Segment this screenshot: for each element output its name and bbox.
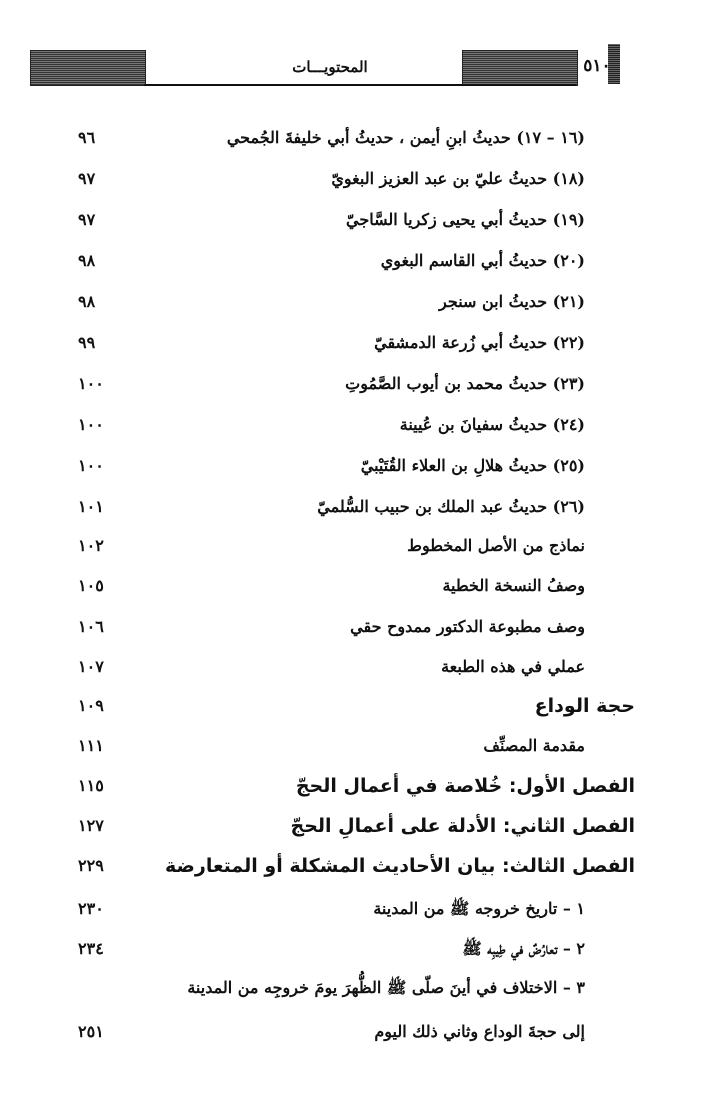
toc-entry[interactable] (0, 323, 703, 363)
toc-entry-title: وصف مطبوعة الدكتور ممدوح حقي (350, 617, 585, 636)
toc-entry-title: (٢٢) حديثُ أبي زُرعة الدمشقيّ (374, 333, 585, 352)
toc-entry[interactable] (0, 241, 703, 281)
toc-chapter-title: الفصل الثالث: بيان الأحاديث المشكلة أو المتعارضة (165, 855, 635, 877)
toc-entry[interactable] (0, 766, 703, 806)
toc-entry[interactable] (0, 1012, 703, 1052)
toc-page-number: ١٠٠ (78, 415, 104, 434)
toc-entry-title: (٢٥) حديثُ هلالِ بن العلاء القُتَيْبيّ (360, 456, 585, 475)
toc-entry-title: (١٨) حديثُ عليّ بن عبد العزيز البغويّ (331, 169, 585, 188)
toc-chapter-title: الفصل الثاني: الأدلة على أعمالِ الحجّ (290, 815, 635, 837)
toc-entry[interactable] (0, 566, 703, 606)
toc-entry[interactable] (0, 726, 703, 766)
toc-page-number: ١٠٥ (78, 576, 104, 595)
toc-page-number: ١١١ (78, 736, 104, 755)
header-title: المحتويـــات (292, 58, 368, 76)
toc-entry[interactable] (0, 607, 703, 647)
toc-entry-title: ٢ – تعارُضٌ في طِيبِه ﷺ (462, 939, 585, 958)
toc-chapter-title: حجة الوداع (534, 695, 635, 717)
toc-entry[interactable] (0, 889, 703, 929)
toc-entry[interactable] (0, 118, 703, 158)
toc-page-number: ٩٨ (78, 251, 96, 270)
toc-entry-title: (٢٠) حديثُ أبي القاسم البغوي (380, 251, 585, 270)
toc-entry[interactable] (0, 929, 703, 969)
toc-entry[interactable] (0, 686, 703, 726)
toc-entry[interactable] (0, 846, 703, 886)
toc-entry-title: (٢٣) حديثُ محمد بن أيوب الصَّمُوتِ (345, 374, 585, 393)
header-page-number: ٥١٠ (583, 56, 611, 76)
toc-entry[interactable] (0, 159, 703, 199)
toc-entry[interactable] (0, 364, 703, 404)
toc-entry-title: (٢٤) حديثُ سفيانَ بن عُيينة (399, 415, 585, 434)
toc-entry[interactable] (0, 487, 703, 527)
toc-entry-title: نماذج من الأصل المخطوط (407, 536, 585, 555)
toc-entry-title: عملي في هذه الطبعة (441, 657, 585, 676)
toc-page-number: ١٠٠ (78, 456, 104, 475)
toc-chapter-title: الفصل الأول: خُلاصة في أعمال الحجّ (295, 775, 635, 797)
toc-entry[interactable] (0, 526, 703, 566)
toc-entry-title: (١٦ – ١٧) حديثُ ابنِ أيمن ، حديثُ أبي خليفةَ الجُمحي (226, 128, 585, 147)
toc-page-number: ١٠٠ (78, 374, 104, 393)
toc-entry-title: وصفُ النسخة الخطية (442, 576, 585, 595)
toc-page-number: ٢٥١ (78, 1022, 104, 1041)
toc-entry-title: ٣ – الاختلاف في أينَ صلّى ﷺ الظُّهرَ يومَ خروجِه من المدينة (187, 978, 585, 997)
toc-entry[interactable] (0, 282, 703, 322)
toc-page-number: ١٠٦ (78, 617, 104, 636)
toc-page-number: ٢٣٤ (78, 939, 104, 958)
toc-page-number: ٩٨ (78, 292, 96, 311)
toc-page-number: ١٠٩ (78, 696, 104, 715)
toc-page-number: ١٠٧ (78, 657, 104, 676)
toc-entry-title: (٢١) حديثُ ابن سنجر (439, 292, 585, 311)
toc-page-number: ١١٥ (78, 776, 104, 795)
toc-entry[interactable] (0, 200, 703, 240)
toc-page-number: ١٠١ (78, 497, 104, 516)
toc-entry-title: (١٩) حديثُ أبي يحيى زكريا السَّاجيّ (345, 210, 585, 229)
toc-entry[interactable] (0, 405, 703, 445)
toc-entry-title: مقدمة المصنِّف (483, 736, 585, 755)
toc-page-number: ٩٦ (78, 128, 96, 147)
toc-page-number: ٢٣٠ (78, 899, 104, 918)
toc-entry-title: ١ – تاريخ خروجه ﷺ من المدينة (373, 899, 585, 918)
toc-page-number: ١٢٧ (78, 816, 104, 835)
toc-page-number: ٩٩ (78, 333, 96, 352)
toc-entry[interactable] (0, 968, 703, 1008)
toc-entry[interactable] (0, 446, 703, 486)
toc-page-number: ١٠٢ (78, 536, 104, 555)
toc-entry[interactable] (0, 647, 703, 687)
toc-entry[interactable] (0, 806, 703, 846)
toc-page-number: ٢٢٩ (78, 856, 104, 875)
toc-page-number: ٩٧ (78, 169, 96, 188)
toc-entry-title: إلى حجةَ الوداع وثاني ذلك اليوم (374, 1022, 585, 1041)
toc-page-number: ٩٧ (78, 210, 96, 229)
toc-entry-title: (٢٦) حديثُ عبد الملك بن حبيب السُّلميّ (317, 497, 585, 516)
